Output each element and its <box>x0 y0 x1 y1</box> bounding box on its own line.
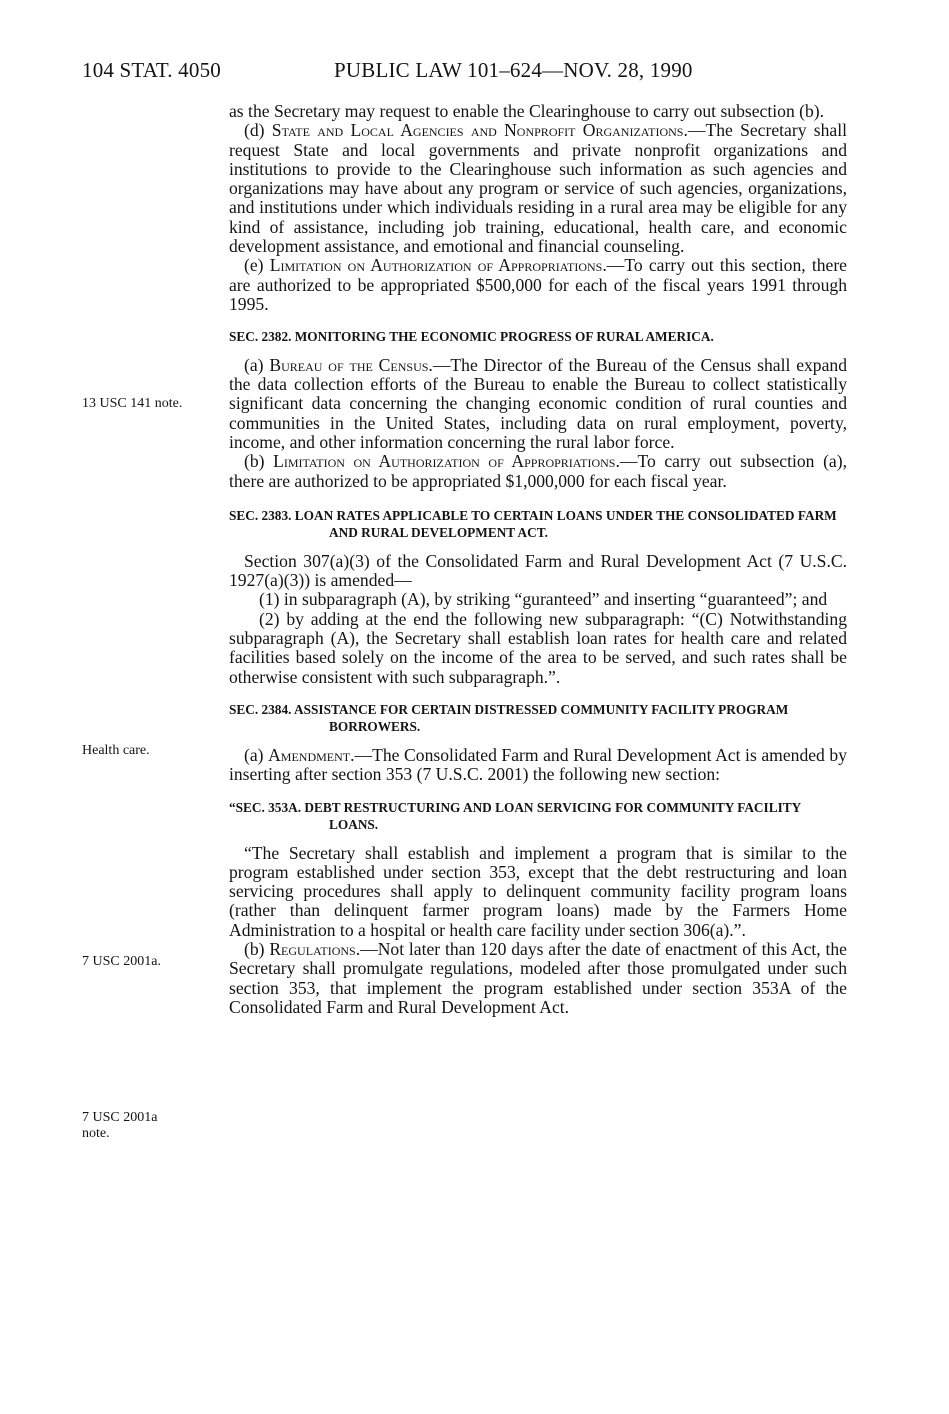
subsection-heading: Regulations. <box>269 939 361 959</box>
public-law-title: PUBLIC LAW 101–624—NOV. 28, 1990 <box>334 58 693 82</box>
subsection-text: —The Consolidated Farm and Rural Development Act is amended by inserting after section 353 (7 U.S.C. 2001) the following new section: <box>229 744 847 785</box>
subsection-b-regulations <box>229 940 847 1017</box>
subsection-heading: Limitation on Authorization of Appropriations. <box>269 255 607 276</box>
paragraph-1: (1) in subparagraph (A), by striking “guranteed” and inserting “guaranteed”; and <box>259 589 828 610</box>
paragraph-2: (2) by adding at the end the following new subparagraph: “(C) Notwithstanding subparagraph (A), the Secretary shall establish loan rates for health care and related facilities based solely on the income of the area to be served, and such rates shall be otherwise consistent with such subparagraph.”. <box>229 608 847 687</box>
subsection-a-amendment <box>229 746 847 785</box>
subsection-text: —The Secretary shall request State and local governments and private nonprofit organizations and institutions to provide to the Clearinghouse such information as such agencies and organizations may have about any program or service of such agencies, organizations, and institutions under which individuals residing in a rural area may be eligible for any kind of assistance, including job training, educational, health care, and economic development assistance, and emotional and financial counseling. <box>229 120 847 257</box>
section-353a-text: “The Secretary shall establish and implement a program that is similar to the program established under section 353, except that the debt restructuring and loan servicing procedures shall apply to delinquent community facility program loans (rather than delinquent farmer program loans) made by the Farmers Home Administration to a hospital or health care facility under section 306(a).”. <box>229 842 847 940</box>
margin-note-13-usc: 13 USC 141 note. <box>82 396 183 411</box>
subsection-heading: Amendment. <box>268 744 355 765</box>
margin-note-line: note. <box>82 1126 110 1141</box>
subsection-label: (b) <box>244 451 274 472</box>
section-heading-2384: SEC. 2384. ASSISTANCE FOR CERTAIN DISTRESSED COMMUNITY FACILITY PROGRAM BORROWERS. <box>229 701 789 735</box>
subsection-label: (d) <box>244 120 272 141</box>
law-text-body <box>229 102 847 1017</box>
subsection-heading: Limitation on Authorization of Appropriations. <box>273 451 620 472</box>
subsection-text: —Not later than 120 days after the date of enactment of this Act, the Secretary shall promulgate regulations, modeled after those promulgated under such section 353, that implement the program established under section 353A of the Consolidated Farm and Rural Development Act. <box>229 939 847 1017</box>
subsection-label: (e) <box>244 255 270 276</box>
subsection-label: (a) <box>244 744 269 765</box>
subsection-text: —The Director of the Bureau of the Census shall expand the data collection efforts of the Bureau to enable the Bureau to collect statistically significant data concerning the changing economic condition of rural counties and communities in the United States, including data on rural employment, poverty, income, and other information concerning the rural labor force. <box>229 354 848 452</box>
section-heading-2382: SEC. 2382. MONITORING THE ECONOMIC PROGRESS OF RURAL AMERICA. <box>229 329 714 345</box>
subsection-text: —To carry out subsection (a), there are authorized to be appropriated $1,000,000 for each fiscal year. <box>229 451 847 491</box>
subsection-heading: State and Local Agencies and Nonprofit Organizations. <box>271 120 688 141</box>
stat-page-number: 104 STAT. 4050 <box>82 58 221 82</box>
paragraph-continuation: as the Secretary may request to enable the Clearinghouse to carry out subsection (b). <box>229 101 825 121</box>
subsection-a-census <box>229 356 847 452</box>
section-heading-2383: SEC. 2383. LOAN RATES APPLICABLE TO CERTAIN LOANS UNDER THE CONSOLIDATED FARM AND RURAL DEVELOPMENT ACT. <box>229 507 837 541</box>
subsection-text: —To carry out this section, there are authorized to be appropriated $500,000 for each of the fiscal years 1991 through 1995. <box>229 255 847 314</box>
subsection-label: (a) <box>244 354 270 375</box>
margin-note-line: 7 USC 2001a <box>82 1110 158 1125</box>
subsection-e <box>229 256 847 314</box>
margin-note-7-usc-2001a: 7 USC 2001a. <box>82 954 161 969</box>
subsection-d <box>229 121 847 256</box>
subsection-label: (b) <box>244 939 270 959</box>
margin-note-health-care: Health care. <box>82 743 150 758</box>
margin-note-7-usc-2001a-note <box>82 1110 157 1142</box>
section-2383-intro: Section 307(a)(3) of the Consolidated Farm and Rural Development Act (7 U.S.C. 1927(a)(3)) is amended— <box>229 550 847 591</box>
subsection-heading: Bureau of the Census. <box>269 354 433 375</box>
section-heading-353a: “SEC. 353A. DEBT RESTRUCTURING AND LOAN SERVICING FOR COMMUNITY FACILITY LOANS. <box>229 799 801 833</box>
subsection-b-limitation <box>229 452 847 491</box>
